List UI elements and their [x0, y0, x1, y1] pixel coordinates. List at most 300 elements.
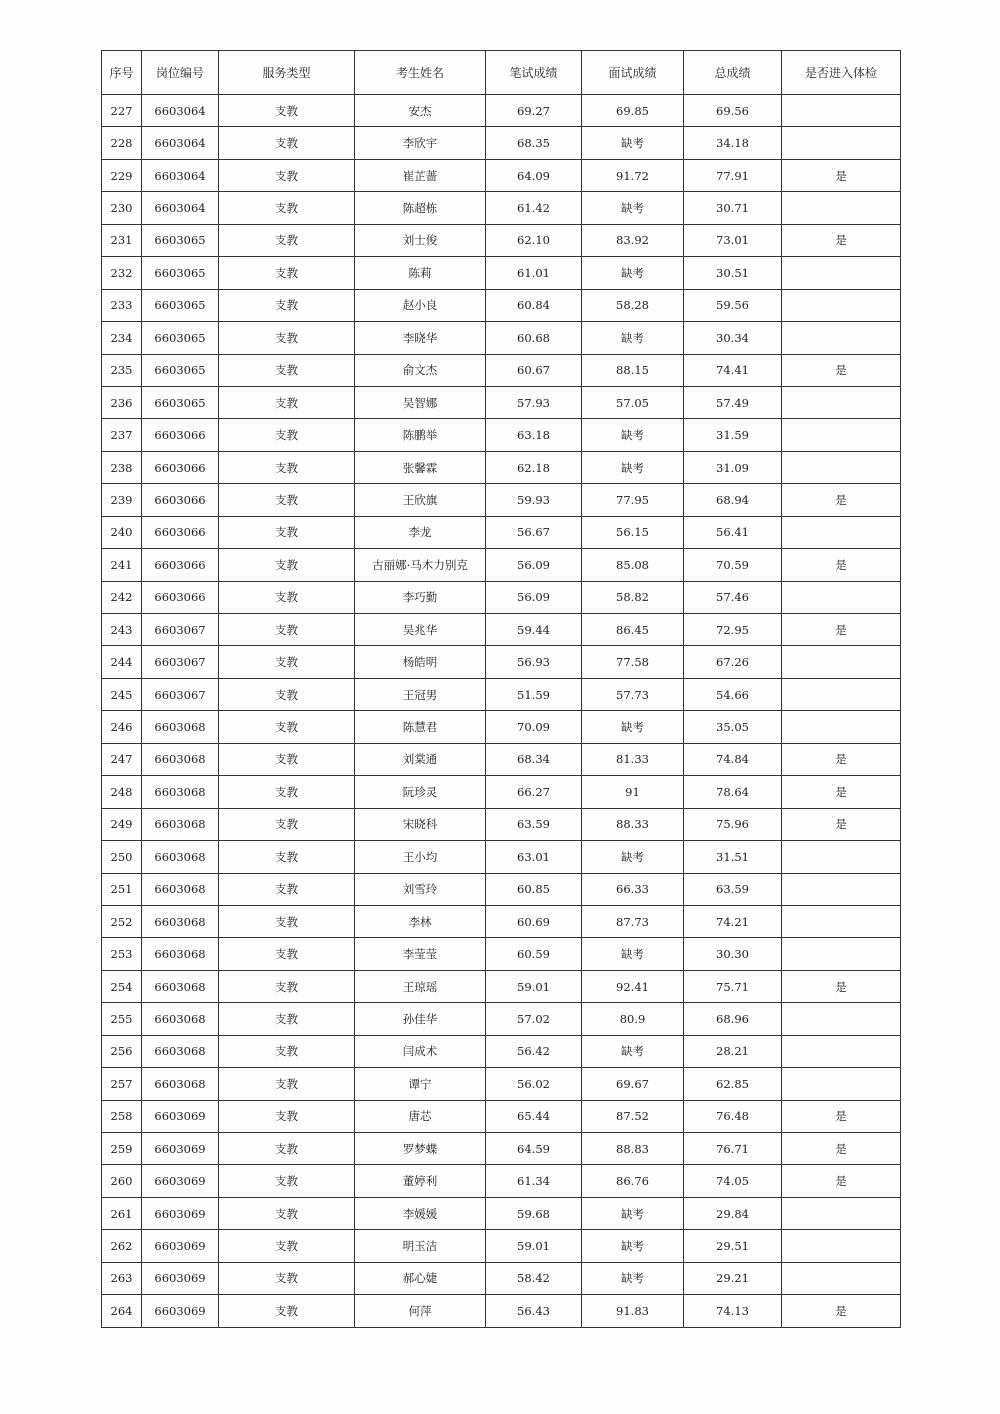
- candidate-name-cell: 李龙: [355, 516, 486, 548]
- written-score-cell: 58.42: [486, 1262, 582, 1294]
- serial-no-cell: 228: [102, 127, 142, 159]
- serial-no-cell: 239: [102, 484, 142, 516]
- service-type-cell: 支教: [219, 841, 355, 873]
- total-score-cell: 35.05: [684, 711, 782, 743]
- medical-exam-cell: [782, 1230, 901, 1262]
- interview-score-cell: 缺考: [582, 1197, 684, 1229]
- total-score-cell: 57.49: [684, 386, 782, 418]
- medical-exam-cell: [782, 1068, 901, 1100]
- position-code-cell: 6603065: [142, 224, 219, 256]
- total-score-cell: 69.56: [684, 95, 782, 127]
- serial-no-cell: 230: [102, 192, 142, 224]
- header-candidate-name: 考生姓名: [355, 51, 486, 95]
- total-score-cell: 74.13: [684, 1295, 782, 1327]
- interview-score-cell: 缺考: [582, 1262, 684, 1294]
- table-row: [102, 95, 901, 127]
- position-code-cell: 6603068: [142, 743, 219, 775]
- table-row: [102, 192, 901, 224]
- written-score-cell: 56.67: [486, 516, 582, 548]
- interview-score-cell: 88.83: [582, 1133, 684, 1165]
- total-score-cell: 75.71: [684, 970, 782, 1002]
- serial-no-cell: 248: [102, 776, 142, 808]
- position-code-cell: 6603066: [142, 484, 219, 516]
- serial-no-cell: 251: [102, 873, 142, 905]
- total-score-cell: 75.96: [684, 808, 782, 840]
- written-score-cell: 59.93: [486, 484, 582, 516]
- serial-no-cell: 236: [102, 386, 142, 418]
- candidate-name-cell: 罗梦蝶: [355, 1133, 486, 1165]
- position-code-cell: 6603068: [142, 1003, 219, 1035]
- medical-exam-cell: [782, 1035, 901, 1067]
- table-row: [102, 289, 901, 321]
- position-code-cell: 6603068: [142, 808, 219, 840]
- table-row: [102, 1262, 901, 1294]
- candidate-name-cell: 王欣旗: [355, 484, 486, 516]
- position-code-cell: 6603068: [142, 905, 219, 937]
- results-table: [101, 50, 901, 1328]
- written-score-cell: 59.44: [486, 614, 582, 646]
- written-score-cell: 56.43: [486, 1295, 582, 1327]
- candidate-name-cell: 吴智娜: [355, 386, 486, 418]
- interview-score-cell: 88.33: [582, 808, 684, 840]
- total-score-cell: 68.96: [684, 1003, 782, 1035]
- candidate-name-cell: 王冠男: [355, 678, 486, 710]
- position-code-cell: 6603067: [142, 678, 219, 710]
- written-score-cell: 65.44: [486, 1100, 582, 1132]
- position-code-cell: 6603065: [142, 322, 219, 354]
- table-row: [102, 419, 901, 451]
- candidate-name-cell: 李媛媛: [355, 1197, 486, 1229]
- interview-score-cell: 57.73: [582, 678, 684, 710]
- medical-exam-cell: 是: [782, 224, 901, 256]
- candidate-name-cell: 张馨霖: [355, 451, 486, 483]
- position-code-cell: 6603064: [142, 127, 219, 159]
- total-score-cell: 73.01: [684, 224, 782, 256]
- written-score-cell: 59.01: [486, 970, 582, 1002]
- table-row: [102, 970, 901, 1002]
- interview-score-cell: 缺考: [582, 451, 684, 483]
- medical-exam-cell: 是: [782, 776, 901, 808]
- candidate-name-cell: 陈慧君: [355, 711, 486, 743]
- interview-score-cell: 91: [582, 776, 684, 808]
- service-type-cell: 支教: [219, 873, 355, 905]
- table-row: [102, 1003, 901, 1035]
- table-row: [102, 127, 901, 159]
- medical-exam-cell: [782, 1262, 901, 1294]
- header-service-type: 服务类型: [219, 51, 355, 95]
- interview-score-cell: 缺考: [582, 322, 684, 354]
- medical-exam-cell: 是: [782, 614, 901, 646]
- medical-exam-cell: 是: [782, 1100, 901, 1132]
- total-score-cell: 29.84: [684, 1197, 782, 1229]
- medical-exam-cell: 是: [782, 1295, 901, 1327]
- service-type-cell: 支教: [219, 938, 355, 970]
- interview-score-cell: 88.15: [582, 354, 684, 386]
- medical-exam-cell: [782, 289, 901, 321]
- serial-no-cell: 234: [102, 322, 142, 354]
- service-type-cell: 支教: [219, 646, 355, 678]
- written-score-cell: 56.09: [486, 581, 582, 613]
- header-row: [102, 51, 901, 95]
- service-type-cell: 支教: [219, 1230, 355, 1262]
- total-score-cell: 68.94: [684, 484, 782, 516]
- position-code-cell: 6603064: [142, 159, 219, 191]
- total-score-cell: 62.85: [684, 1068, 782, 1100]
- position-code-cell: 6603064: [142, 95, 219, 127]
- written-score-cell: 62.10: [486, 224, 582, 256]
- written-score-cell: 62.18: [486, 451, 582, 483]
- serial-no-cell: 264: [102, 1295, 142, 1327]
- position-code-cell: 6603066: [142, 581, 219, 613]
- position-code-cell: 6603065: [142, 354, 219, 386]
- table-row: [102, 905, 901, 937]
- interview-score-cell: 86.76: [582, 1165, 684, 1197]
- service-type-cell: 支教: [219, 224, 355, 256]
- interview-score-cell: 80.9: [582, 1003, 684, 1035]
- total-score-cell: 59.56: [684, 289, 782, 321]
- candidate-name-cell: 孙佳华: [355, 1003, 486, 1035]
- position-code-cell: 6603068: [142, 938, 219, 970]
- position-code-cell: 6603069: [142, 1230, 219, 1262]
- position-code-cell: 6603069: [142, 1262, 219, 1294]
- position-code-cell: 6603065: [142, 386, 219, 418]
- service-type-cell: 支教: [219, 419, 355, 451]
- candidate-name-cell: 李巧勤: [355, 581, 486, 613]
- written-score-cell: 56.93: [486, 646, 582, 678]
- medical-exam-cell: [782, 905, 901, 937]
- position-code-cell: 6603068: [142, 776, 219, 808]
- service-type-cell: 支教: [219, 1262, 355, 1294]
- position-code-cell: 6603065: [142, 289, 219, 321]
- candidate-name-cell: 董婷利: [355, 1165, 486, 1197]
- table-row: [102, 516, 901, 548]
- written-score-cell: 51.59: [486, 678, 582, 710]
- serial-no-cell: 253: [102, 938, 142, 970]
- table-row: [102, 224, 901, 256]
- table-row: [102, 257, 901, 289]
- serial-no-cell: 260: [102, 1165, 142, 1197]
- medical-exam-cell: [782, 678, 901, 710]
- total-score-cell: 30.34: [684, 322, 782, 354]
- position-code-cell: 6603068: [142, 1035, 219, 1067]
- candidate-name-cell: 李莹莹: [355, 938, 486, 970]
- serial-no-cell: 255: [102, 1003, 142, 1035]
- interview-score-cell: 77.95: [582, 484, 684, 516]
- written-score-cell: 56.09: [486, 549, 582, 581]
- service-type-cell: 支教: [219, 159, 355, 191]
- table-row: [102, 808, 901, 840]
- service-type-cell: 支教: [219, 1035, 355, 1067]
- total-score-cell: 63.59: [684, 873, 782, 905]
- interview-score-cell: 92.41: [582, 970, 684, 1002]
- service-type-cell: 支教: [219, 905, 355, 937]
- table-row: [102, 451, 901, 483]
- written-score-cell: 60.69: [486, 905, 582, 937]
- interview-score-cell: 58.28: [582, 289, 684, 321]
- candidate-name-cell: 李欣宇: [355, 127, 486, 159]
- medical-exam-cell: 是: [782, 354, 901, 386]
- serial-no-cell: 262: [102, 1230, 142, 1262]
- service-type-cell: 支教: [219, 322, 355, 354]
- interview-score-cell: 69.85: [582, 95, 684, 127]
- table-row: [102, 549, 901, 581]
- position-code-cell: 6603064: [142, 192, 219, 224]
- serial-no-cell: 258: [102, 1100, 142, 1132]
- medical-exam-cell: 是: [782, 549, 901, 581]
- total-score-cell: 72.95: [684, 614, 782, 646]
- total-score-cell: 74.84: [684, 743, 782, 775]
- service-type-cell: 支教: [219, 127, 355, 159]
- interview-score-cell: 缺考: [582, 938, 684, 970]
- position-code-cell: 6603067: [142, 614, 219, 646]
- total-score-cell: 57.46: [684, 581, 782, 613]
- service-type-cell: 支教: [219, 257, 355, 289]
- position-code-cell: 6603069: [142, 1133, 219, 1165]
- serial-no-cell: 233: [102, 289, 142, 321]
- total-score-cell: 74.21: [684, 905, 782, 937]
- medical-exam-cell: [782, 322, 901, 354]
- candidate-name-cell: 李晓华: [355, 322, 486, 354]
- written-score-cell: 59.68: [486, 1197, 582, 1229]
- written-score-cell: 60.67: [486, 354, 582, 386]
- interview-score-cell: 56.15: [582, 516, 684, 548]
- table-row: [102, 386, 901, 418]
- medical-exam-cell: [782, 1003, 901, 1035]
- table-row: [102, 1197, 901, 1229]
- medical-exam-cell: [782, 581, 901, 613]
- written-score-cell: 60.59: [486, 938, 582, 970]
- header-position-code: 岗位编号: [142, 51, 219, 95]
- medical-exam-cell: [782, 419, 901, 451]
- table-row: [102, 776, 901, 808]
- table-row: [102, 1165, 901, 1197]
- total-score-cell: 28.21: [684, 1035, 782, 1067]
- written-score-cell: 61.42: [486, 192, 582, 224]
- position-code-cell: 6603066: [142, 549, 219, 581]
- candidate-name-cell: 陈莉: [355, 257, 486, 289]
- service-type-cell: 支教: [219, 451, 355, 483]
- written-score-cell: 66.27: [486, 776, 582, 808]
- serial-no-cell: 229: [102, 159, 142, 191]
- written-score-cell: 68.34: [486, 743, 582, 775]
- header-serial-no: 序号: [102, 51, 142, 95]
- serial-no-cell: 247: [102, 743, 142, 775]
- interview-score-cell: 缺考: [582, 841, 684, 873]
- medical-exam-cell: 是: [782, 159, 901, 191]
- serial-no-cell: 242: [102, 581, 142, 613]
- header-written-score: 笔试成绩: [486, 51, 582, 95]
- interview-score-cell: 缺考: [582, 192, 684, 224]
- serial-no-cell: 263: [102, 1262, 142, 1294]
- service-type-cell: 支教: [219, 1003, 355, 1035]
- interview-score-cell: 缺考: [582, 1035, 684, 1067]
- table-row: [102, 1133, 901, 1165]
- written-score-cell: 68.35: [486, 127, 582, 159]
- medical-exam-cell: [782, 192, 901, 224]
- total-score-cell: 74.05: [684, 1165, 782, 1197]
- candidate-name-cell: 郝心婕: [355, 1262, 486, 1294]
- candidate-name-cell: 杨皓明: [355, 646, 486, 678]
- service-type-cell: 支教: [219, 1197, 355, 1229]
- serial-no-cell: 246: [102, 711, 142, 743]
- interview-score-cell: 91.72: [582, 159, 684, 191]
- service-type-cell: 支教: [219, 95, 355, 127]
- interview-score-cell: 83.92: [582, 224, 684, 256]
- table-row: [102, 1230, 901, 1262]
- header-interview-score: 面试成绩: [582, 51, 684, 95]
- serial-no-cell: 245: [102, 678, 142, 710]
- table-row: [102, 938, 901, 970]
- total-score-cell: 78.64: [684, 776, 782, 808]
- medical-exam-cell: [782, 646, 901, 678]
- service-type-cell: 支教: [219, 289, 355, 321]
- interview-score-cell: 66.33: [582, 873, 684, 905]
- table-row: [102, 484, 901, 516]
- interview-score-cell: 69.67: [582, 1068, 684, 1100]
- medical-exam-cell: 是: [782, 1165, 901, 1197]
- interview-score-cell: 57.05: [582, 386, 684, 418]
- table-row: [102, 322, 901, 354]
- table-body: [102, 95, 901, 1328]
- medical-exam-cell: 是: [782, 970, 901, 1002]
- total-score-cell: 76.71: [684, 1133, 782, 1165]
- serial-no-cell: 227: [102, 95, 142, 127]
- serial-no-cell: 261: [102, 1197, 142, 1229]
- interview-score-cell: 缺考: [582, 127, 684, 159]
- written-score-cell: 70.09: [486, 711, 582, 743]
- service-type-cell: 支教: [219, 386, 355, 418]
- candidate-name-cell: 唐芯: [355, 1100, 486, 1132]
- interview-score-cell: 缺考: [582, 1230, 684, 1262]
- table-row: [102, 743, 901, 775]
- candidate-name-cell: 阮珍灵: [355, 776, 486, 808]
- written-score-cell: 61.34: [486, 1165, 582, 1197]
- table-row: [102, 711, 901, 743]
- table-row: [102, 841, 901, 873]
- written-score-cell: 63.01: [486, 841, 582, 873]
- candidate-name-cell: 陈超栋: [355, 192, 486, 224]
- table-row: [102, 1068, 901, 1100]
- total-score-cell: 29.21: [684, 1262, 782, 1294]
- service-type-cell: 支教: [219, 1295, 355, 1327]
- candidate-name-cell: 赵小良: [355, 289, 486, 321]
- table-row: [102, 646, 901, 678]
- position-code-cell: 6603066: [142, 451, 219, 483]
- total-score-cell: 76.48: [684, 1100, 782, 1132]
- serial-no-cell: 244: [102, 646, 142, 678]
- medical-exam-cell: 是: [782, 484, 901, 516]
- service-type-cell: 支教: [219, 354, 355, 386]
- written-score-cell: 56.02: [486, 1068, 582, 1100]
- total-score-cell: 31.51: [684, 841, 782, 873]
- medical-exam-cell: [782, 451, 901, 483]
- table-row: [102, 678, 901, 710]
- written-score-cell: 60.68: [486, 322, 582, 354]
- candidate-name-cell: 闫成术: [355, 1035, 486, 1067]
- candidate-name-cell: 刘士俊: [355, 224, 486, 256]
- medical-exam-cell: [782, 711, 901, 743]
- serial-no-cell: 237: [102, 419, 142, 451]
- service-type-cell: 支教: [219, 970, 355, 1002]
- candidate-name-cell: 李林: [355, 905, 486, 937]
- serial-no-cell: 240: [102, 516, 142, 548]
- candidate-name-cell: 王琼瑶: [355, 970, 486, 1002]
- position-code-cell: 6603068: [142, 873, 219, 905]
- interview-score-cell: 86.45: [582, 614, 684, 646]
- candidate-name-cell: 宋晓科: [355, 808, 486, 840]
- serial-no-cell: 250: [102, 841, 142, 873]
- written-score-cell: 60.84: [486, 289, 582, 321]
- serial-no-cell: 232: [102, 257, 142, 289]
- table-row: [102, 354, 901, 386]
- serial-no-cell: 231: [102, 224, 142, 256]
- candidate-name-cell: 吴兆华: [355, 614, 486, 646]
- total-score-cell: 30.71: [684, 192, 782, 224]
- candidate-name-cell: 俞文杰: [355, 354, 486, 386]
- medical-exam-cell: 是: [782, 743, 901, 775]
- position-code-cell: 6603067: [142, 646, 219, 678]
- serial-no-cell: 241: [102, 549, 142, 581]
- table-row: [102, 581, 901, 613]
- serial-no-cell: 243: [102, 614, 142, 646]
- total-score-cell: 54.66: [684, 678, 782, 710]
- interview-score-cell: 91.83: [582, 1295, 684, 1327]
- total-score-cell: 77.91: [684, 159, 782, 191]
- medical-exam-cell: [782, 386, 901, 418]
- written-score-cell: 63.18: [486, 419, 582, 451]
- medical-exam-cell: [782, 257, 901, 289]
- position-code-cell: 6603068: [142, 841, 219, 873]
- position-code-cell: 6603069: [142, 1100, 219, 1132]
- medical-exam-cell: [782, 95, 901, 127]
- candidate-name-cell: 何萍: [355, 1295, 486, 1327]
- total-score-cell: 74.41: [684, 354, 782, 386]
- total-score-cell: 67.26: [684, 646, 782, 678]
- candidate-name-cell: 刘棠通: [355, 743, 486, 775]
- table-row: [102, 159, 901, 191]
- table-row: [102, 1100, 901, 1132]
- medical-exam-cell: [782, 516, 901, 548]
- table-row: [102, 1035, 901, 1067]
- service-type-cell: 支教: [219, 549, 355, 581]
- candidate-name-cell: 陈鹏举: [355, 419, 486, 451]
- written-score-cell: 59.01: [486, 1230, 582, 1262]
- total-score-cell: 70.59: [684, 549, 782, 581]
- serial-no-cell: 238: [102, 451, 142, 483]
- service-type-cell: 支教: [219, 581, 355, 613]
- service-type-cell: 支教: [219, 192, 355, 224]
- written-score-cell: 64.59: [486, 1133, 582, 1165]
- candidate-name-cell: 明玉洁: [355, 1230, 486, 1262]
- interview-score-cell: 87.52: [582, 1100, 684, 1132]
- table-row: [102, 614, 901, 646]
- candidate-name-cell: 谭宁: [355, 1068, 486, 1100]
- written-score-cell: 60.85: [486, 873, 582, 905]
- serial-no-cell: 235: [102, 354, 142, 386]
- position-code-cell: 6603068: [142, 1068, 219, 1100]
- written-score-cell: 57.93: [486, 386, 582, 418]
- total-score-cell: 30.51: [684, 257, 782, 289]
- medical-exam-cell: [782, 1197, 901, 1229]
- service-type-cell: 支教: [219, 614, 355, 646]
- service-type-cell: 支教: [219, 808, 355, 840]
- position-code-cell: 6603069: [142, 1295, 219, 1327]
- total-score-cell: 34.18: [684, 127, 782, 159]
- serial-no-cell: 257: [102, 1068, 142, 1100]
- interview-score-cell: 58.82: [582, 581, 684, 613]
- table-row: [102, 1295, 901, 1327]
- candidate-name-cell: 王小均: [355, 841, 486, 873]
